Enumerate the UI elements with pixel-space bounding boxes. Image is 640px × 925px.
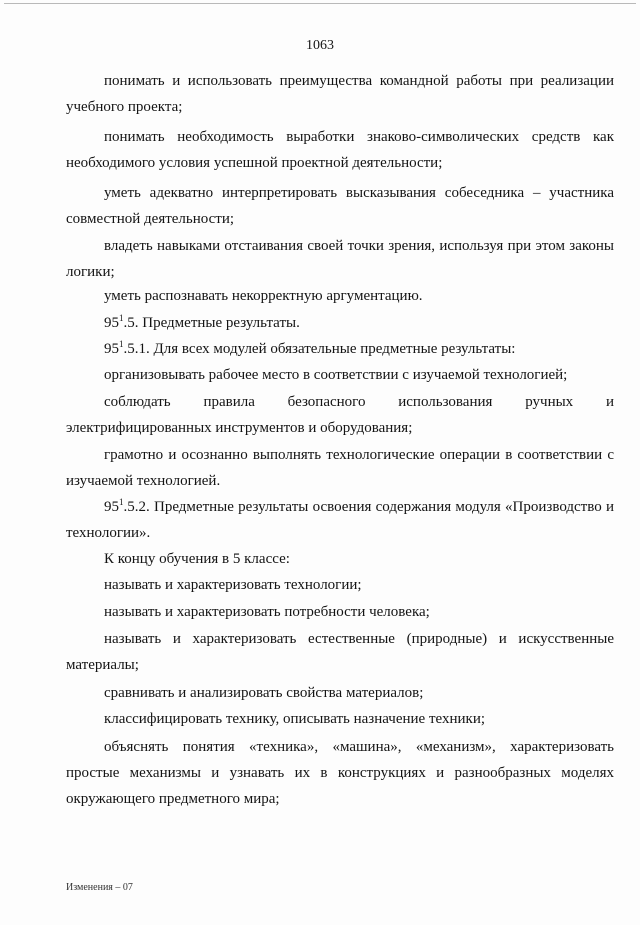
- paragraph: называть и характеризовать технологии;: [104, 577, 362, 593]
- section-heading: $95^1.5.2$. Предметные результаты освоения содержания модуля «Производство и технологии».: [66, 497, 614, 541]
- paragraph: классифицировать технику, описывать назначение техники;: [104, 711, 486, 727]
- paragraph: объяснять понятия «техника», «машина», «механизм», характеризовать простые механизмы и узнавать их в конструкциях и разнообразных моделях окружающего предметного мира;: [66, 739, 614, 807]
- paragraph: соблюдать правила безопасного использования ручных и электрифицированных инструментов и оборудования;: [66, 394, 614, 436]
- paragraph: понимать и использовать преимущества командной работы при реализации учебного проекта;: [66, 73, 614, 115]
- paragraph: К концу обучения в 5 классе:: [104, 551, 290, 567]
- paragraph: владеть навыками отстаивания своей точки зрения, используя при этом законы логики;: [66, 238, 614, 280]
- paragraph: организовывать рабочее место в соответствии с изучаемой технологией;: [104, 367, 568, 383]
- paragraph: уметь адекватно интерпретировать высказывания собеседника – участника совместной деятельности;: [66, 185, 614, 227]
- paragraph: уметь распознавать некорректную аргументацию.: [104, 288, 423, 304]
- paragraph: называть и характеризовать потребности человека;: [104, 604, 430, 620]
- page-footer: Изменения – 07: [66, 882, 133, 893]
- scan-top-border: [4, 3, 636, 4]
- page-number: 1063: [306, 38, 334, 53]
- paragraph: грамотно и осознанно выполнять технологические операции в соответствии с изучаемой технологией.: [66, 447, 614, 489]
- paragraph: понимать необходимость выработки знаково-символических средств как необходимого условия успешной проектной деятельности;: [66, 129, 614, 171]
- paragraph: сравнивать и анализировать свойства материалов;: [104, 685, 424, 701]
- paragraph: называть и характеризовать естественные (природные) и искусственные материалы;: [66, 631, 614, 673]
- section-heading: $95^1.5$. Предметные результаты.: [104, 313, 300, 331]
- section-heading: $95^1.5.1$. Для всех модулей обязательные предметные результаты:: [104, 339, 516, 357]
